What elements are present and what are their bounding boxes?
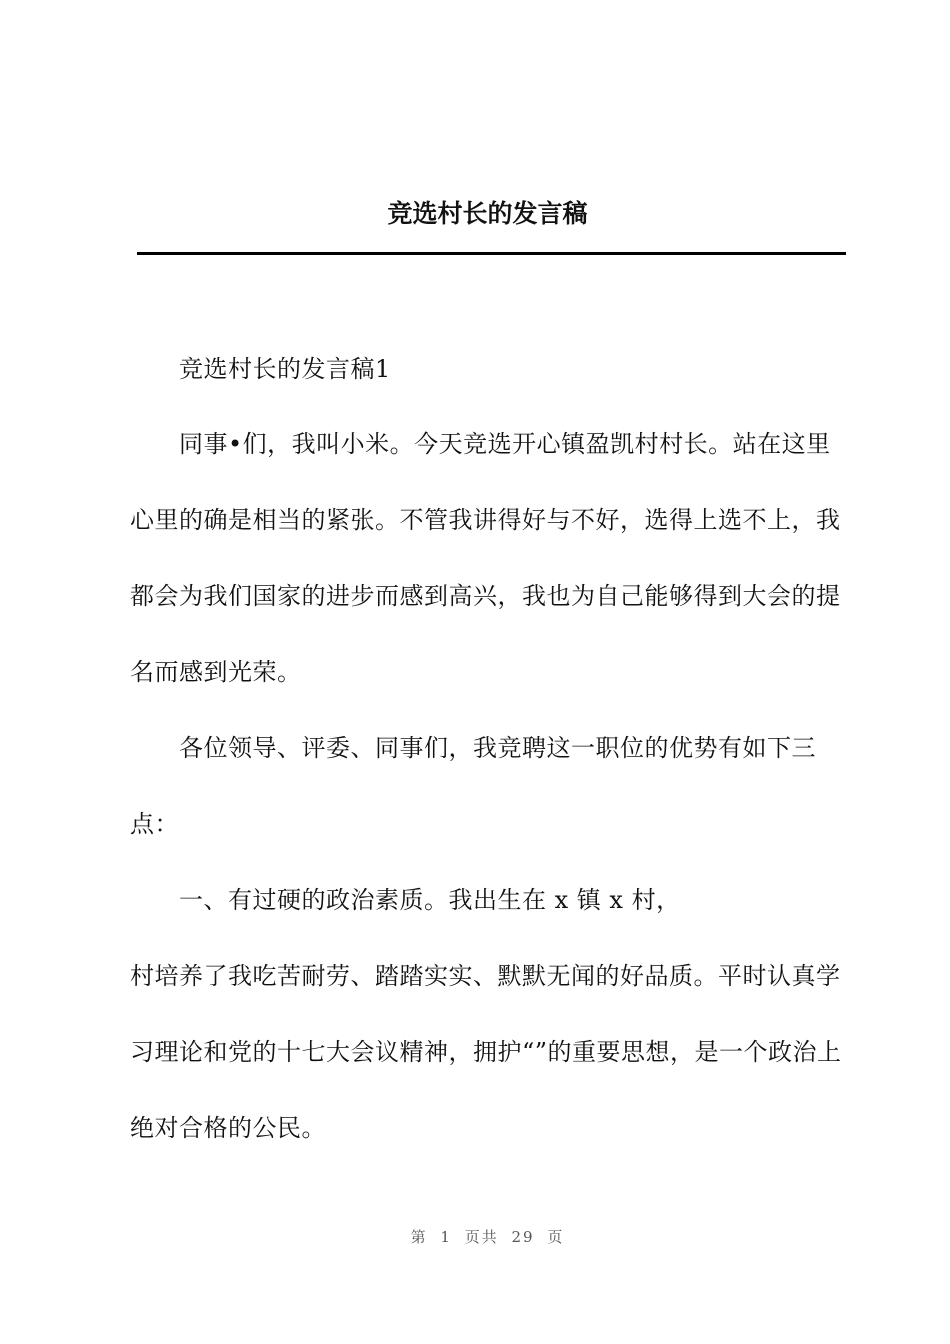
paragraph-2: 各位领导、评委、同事们，我竞聘这一职位的优势有如下三点： [130, 734, 816, 838]
title-underline [137, 252, 846, 255]
paragraph-3-continuation: 村培养了我吃苦耐劳、踏踏实实、默默无闻的好品质。平时认真学习理论和党的十七大会议精神，拥护“”的重要思想，是一个政治上绝对合格的公民。 [130, 962, 842, 1142]
paragraph-3-first-line: 一、有过硬的政治素质。我出生在 x 镇 x 村， [179, 886, 681, 914]
section-heading: 竞选村长的发言稿1 [179, 355, 391, 383]
document-title: 竞选村长的发言稿 [387, 199, 588, 228]
page-footer: 第 1 页共 29 页 [410, 1228, 565, 1246]
paragraph-1: 同事•们，我叫小米。今天竞选开心镇盈凯村村长。站在这里心里的确是相当的紧张。不管我讲得好与不好，选得上选不上，我都会为我们国家的进步而感到高兴，我也为自己能够得到大会的提名而感到光荣。 [130, 430, 841, 686]
